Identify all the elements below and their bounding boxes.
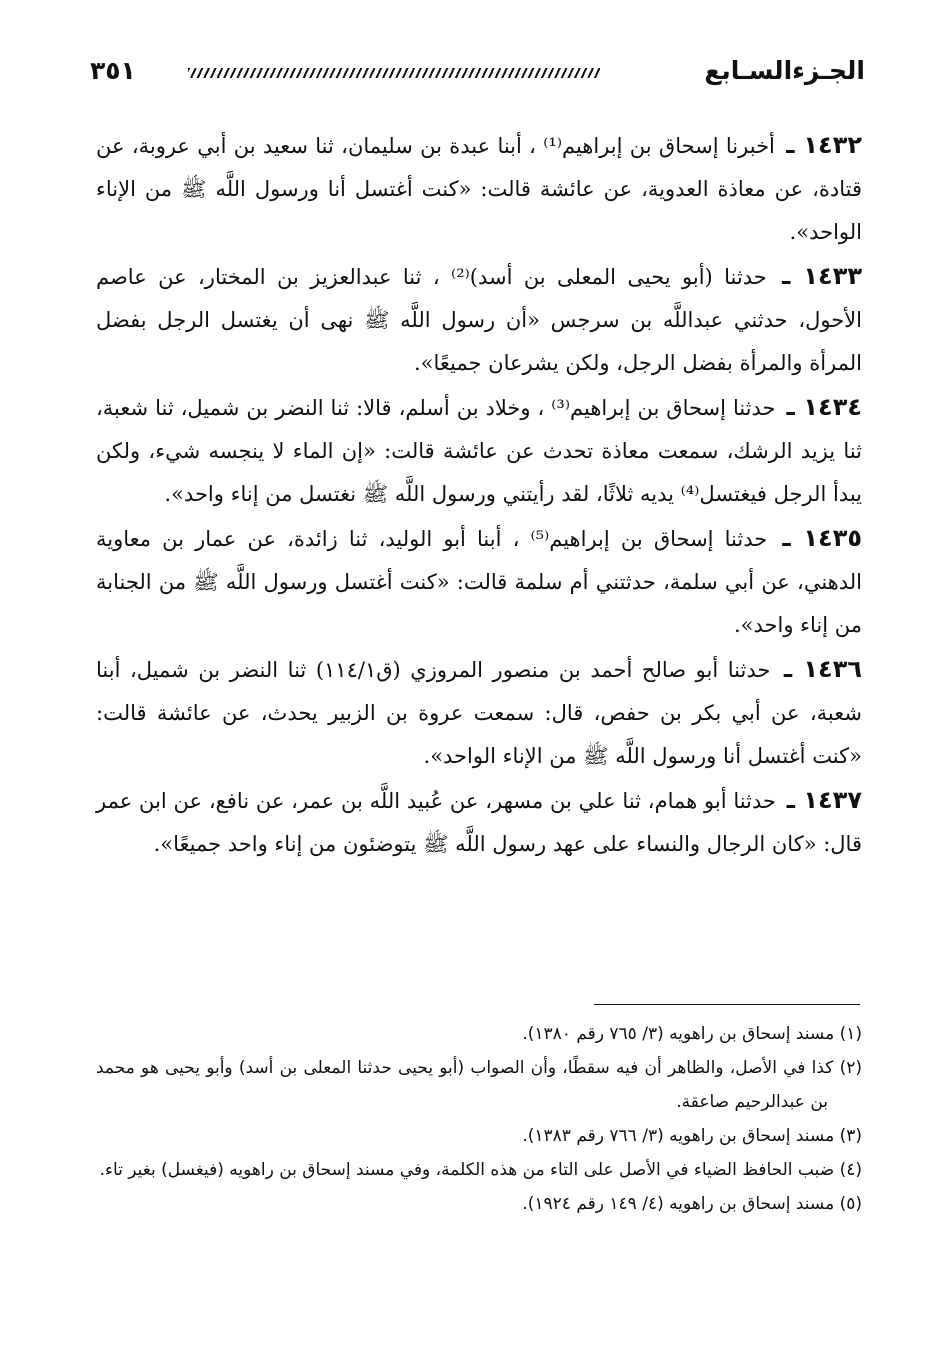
hadith-text: حدثنا أبو صالح أحمد بن منصور المروزي (ق١١٤/١) ثنا النضر بن شميل، أبنا شعبة، عن أبي بكر بن حفص، قال: سمعت عروة بن الزبير يحدث، عن عائشة قالت: «كنت أغتسل أنا ورسول اللَّه ﷺ من الإناء الواحد». [96,658,862,768]
page-header [90,52,865,98]
hadith-number: ١٤٣٥ ـ [782,524,862,552]
hadith-number: ١٤٣٦ ـ [783,655,862,683]
hadith-text: أخبرنا إسحاق بن إبراهيم⁽¹⁾ ، أبنا عبدة بن سليمان، ثنا سعيد بن أبي عروبة، عن قتادة، عن معاذة العدوية، عن عائشة قالت: «كنت أغتسل أنا ورسول اللَّه ﷺ من الإناء الواحد». [96,134,862,244]
hadith-number: ١٤٣٢ ـ [786,131,862,159]
hadith-text: حدثنا إسحاق بن إبراهيم⁽³⁾ ، وخلاد بن أسلم، قالا: ثنا النضر بن شميل، ثنا شعبة، ثنا يزيد الرشك، سمعت معاذة تحدث عن عائشة قالت: «إن الماء لا ينجسه شيء، ولكن يبدأ الرجل فيغتسل⁽⁴⁾ يديه ثلاثًا، لقد رأيتني ورسول اللَّه ﷺ نغتسل من إناء واحد». [96,396,862,506]
hadith-list [96,124,862,867]
footnotes [96,1017,862,1221]
page-number: ٣٥١ [90,56,136,85]
hadith-text: حدثنا (أبو يحيى المعلى بن أسد)⁽²⁾ ، ثنا عبدالعزيز بن المختار، عن عاصم الأحول، حدثني عبداللَّه بن سرجس «أن رسول اللَّه ﷺ نهى أن يغتسل الرجل بفضل المرأة والمرأة بفضل الرجل، ولكن يشرعان جميعًا». [96,265,862,375]
hadith-1435 [96,517,862,647]
footnote-2: (٢) كذا في الأصل، والظاهر أن فيه سقطًا، وأن الصواب (أبو يحيى حدثنا المعلى بن أسد) وأبو يحيى هو محمد بن عبدالرحيم صاعقة. [96,1058,862,1112]
hadith-1434 [96,386,862,516]
footnote-4: (٤) ضبب الحافظ الضياء في الأصل على التاء من هذه الكلمة، وفي مسند إسحاق بن راهويه (فيغسل) بغير تاء. [99,1160,862,1180]
header-rule [188,68,600,78]
hadith-number: ١٤٣٣ ـ [782,262,862,290]
hadith-number: ١٤٣٧ ـ [786,786,862,814]
part-title: الجـزءالسـابع [704,56,865,85]
footnote-5: (٥) مسند إسحاق بن راهويه (٤/ ١٤٩ رقم ١٩٢٤). [522,1194,862,1214]
hadith-1437 [96,779,862,866]
hadith-number: ١٤٣٤ ـ [786,393,862,421]
hadith-1433 [96,255,862,385]
footnote-divider [594,1004,860,1005]
footnote-1: (١) مسند إسحاق بن راهويه (٣/ ٧٦٥ رقم ١٣٨٠). [522,1024,862,1044]
footnote-3: (٣) مسند إسحاق بن راهويه (٣/ ٧٦٦ رقم ١٣٨٣). [522,1126,862,1146]
hadith-text: حدثنا أبو همام، ثنا علي بن مسهر، عن عُبيد اللَّه بن عمر، عن نافع، عن ابن عمر قال: «كان الرجال والنساء على عهد رسول اللَّه ﷺ يتوضئون من إناء واحد جميعًا». [96,789,862,856]
hadith-1436 [96,648,862,778]
hadith-text: حدثنا إسحاق بن إبراهيم⁽⁵⁾ ، أبنا أبو الوليد، ثنا زائدة، عن عمار بن معاوية الدهني، عن أبي سلمة، حدثتني أم سلمة قالت: «كنت أغتسل ورسول اللَّه ﷺ من الجنابة من إناء واحد». [96,527,862,637]
hadith-1432 [96,124,862,254]
